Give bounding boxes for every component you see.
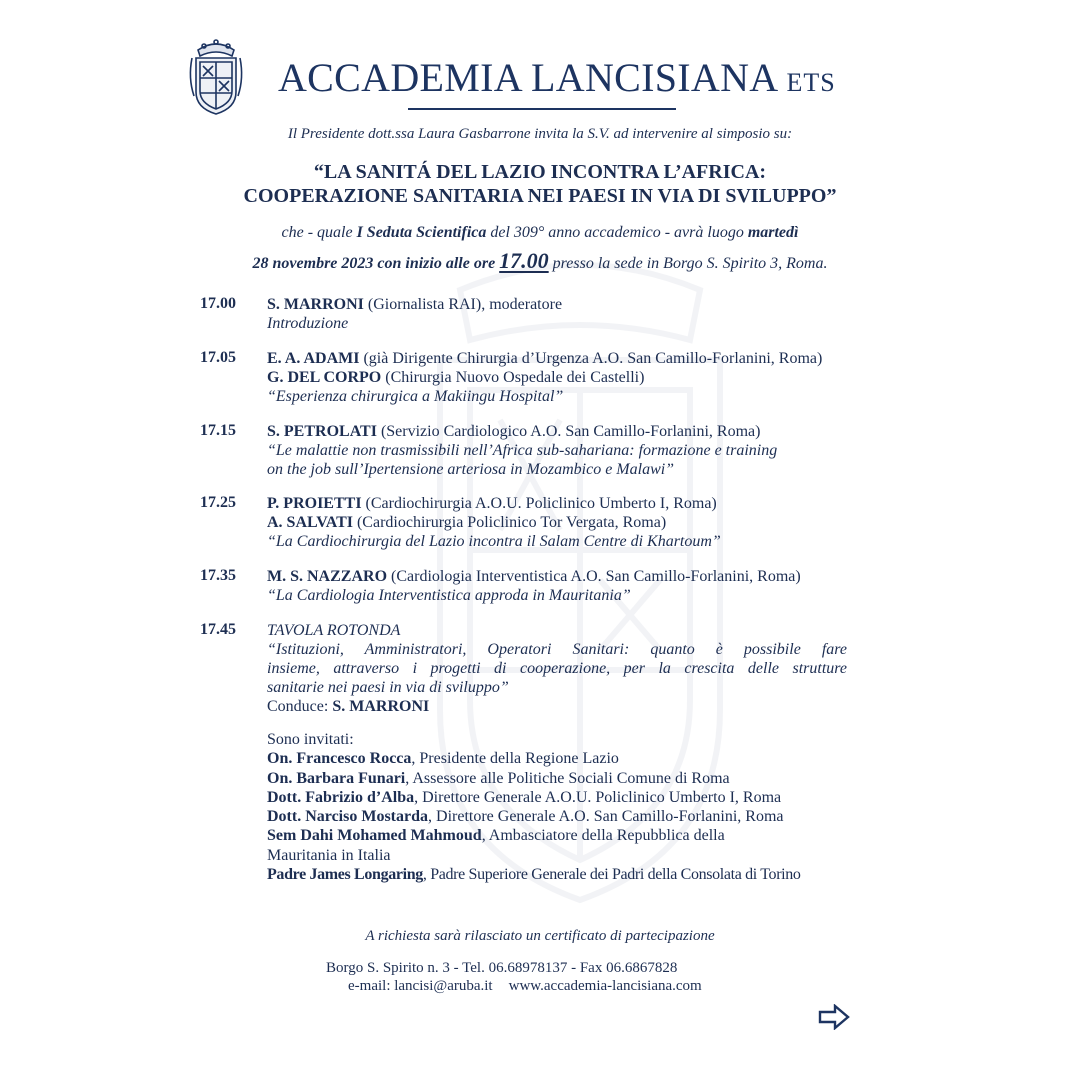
guest-name: Dott. Fabrizio d’Alba: [267, 788, 415, 806]
intro-text-c: del 309° anno accademico - avrà luogo: [486, 224, 748, 241]
talk-title: Introduzione: [267, 315, 349, 332]
intro-text-a: che - quale: [281, 224, 357, 241]
guest-role: , Ambasciatore della Repubblica della: [481, 827, 725, 845]
guest-item: [267, 749, 867, 768]
schedule-speaker-line: [267, 349, 847, 368]
guest-role: , Assessore alle Politiche Sociali Comune di Roma: [405, 769, 730, 787]
speaker-role: (Giornalista RAI), moderatore: [363, 296, 563, 313]
speaker-role: (Cardiochirurgia Policlinico Tor Vergata, Roma): [352, 514, 667, 531]
invitation-text: Il Presidente dott.ssa Laura Gasbarrone invita la S.V. ad intervenire al simposio su:: [287, 126, 793, 142]
speaker-role: (Cardiologia Interventistica A.O. San Camillo-Forlanini, Roma): [387, 568, 801, 585]
schedule-speaker-line: [267, 295, 847, 314]
intro-start-time: 17.00: [499, 248, 549, 273]
intro-date: 28 novembre 2023 con inizio alle ore: [252, 255, 500, 272]
talk-title: “Esperienza chirurgica a Makiingu Hospital”: [267, 388, 564, 405]
guest-name: Sem Dahi Mohamed Mahmoud: [267, 827, 482, 845]
contact-website[interactable]: www.accademia-lancisiana.com: [508, 978, 702, 994]
speaker-name: S. PETROLATI: [267, 423, 377, 440]
arrow-right-icon[interactable]: [818, 1004, 850, 1030]
schedule-item-1: [267, 295, 847, 333]
guest-name: On. Barbara Funari: [267, 769, 406, 787]
round-table-topic-line-1: “Istituzioni, Amministratori, Operatori Sanitari: quanto è possibile fare: [267, 641, 847, 658]
organization-title: ACCADEMIA LANCISIANA: [278, 55, 779, 100]
guest-item: [267, 826, 867, 845]
speaker-role: (Servizio Cardiologico A.O. San Camillo-Forlanini, Roma): [376, 423, 761, 440]
crest-icon: [186, 38, 246, 118]
schedule-time-5: 17.35: [200, 567, 236, 584]
guest-name: Padre James Longaring: [267, 866, 423, 884]
speaker-name: P. PROIETTI: [267, 495, 362, 512]
schedule-item-3: [267, 422, 847, 479]
schedule-item-5: [267, 567, 847, 605]
schedule-speaker-line: [267, 494, 847, 513]
talk-title-line-2: on the job sull’Ipertensione arteriosa in Mozambico e Malawi”: [267, 461, 675, 478]
event-intro-line-1: [0, 224, 1080, 242]
moderator-label: Conduce:: [267, 698, 333, 715]
contact-online: [348, 978, 702, 995]
schedule-time-3: 17.15: [200, 422, 236, 439]
intro-weekday: martedì: [747, 224, 799, 241]
guest-role-continuation: Mauritania in Italia: [267, 846, 391, 864]
speaker-name: S. MARRONI: [267, 296, 364, 313]
schedule-item-4: [267, 494, 847, 551]
organization-name: [278, 54, 836, 101]
event-intro-line-2: [0, 248, 1080, 274]
schedule-speaker-line: [267, 513, 847, 532]
schedule-item-6: [267, 621, 847, 716]
event-title-line-1: “LA SANITÁ DEL LAZIO INCONTRA L’AFRICA:: [313, 161, 767, 183]
speaker-name: E. A. ADAMI: [267, 350, 360, 367]
event-title-line-2: COOPERAZIONE SANITARIA NEI PAESI IN VIA DI SVILUPPO”: [243, 185, 837, 207]
guest-item: [267, 769, 867, 788]
talk-title-line-1: “Le malattie non trasmissibili nell’Africa sub-sahariana: formazione e training: [267, 442, 778, 459]
contact-address: Borgo S. Spirito n. 3 - Tel. 06.68978137 - Fax 06.6867828: [326, 960, 678, 976]
guest-role: , Direttore Generale A.O.U. Policlinico Umberto I, Roma: [414, 788, 782, 806]
speaker-role: (Cardiochirurgia A.O.U. Policlinico Umberto I, Roma): [361, 495, 717, 512]
contact-email[interactable]: e-mail: lancisi@aruba.it: [348, 978, 493, 994]
intro-venue: presso la sede in Borgo S. Spirito 3, Roma.: [548, 255, 828, 272]
talk-title: “La Cardiochirurgia del Lazio incontra il Salam Centre di Khartoum”: [267, 533, 721, 550]
schedule-speaker-line: [267, 422, 847, 441]
guests-intro: Sono invitati:: [267, 731, 354, 748]
header-divider: [408, 108, 676, 110]
guest-item: [267, 788, 867, 807]
speaker-name: M. S. NAZZARO: [267, 568, 388, 585]
speaker-name: G. DEL CORPO: [267, 369, 382, 386]
speaker-role: (già Dirigente Chirurgia d’Urgenza A.O. San Camillo-Forlanini, Roma): [359, 350, 823, 367]
round-table-heading: TAVOLA ROTONDA: [267, 622, 401, 639]
intro-seduta: I Seduta Scientifica: [356, 224, 487, 241]
round-table-topic-line-3: sanitarie nei paesi in via di sviluppo”: [267, 679, 509, 696]
round-table-topic-line-2: insieme, attraverso i progetti di cooperazione, per la crescita delle strutture: [267, 660, 847, 677]
schedule-time-4: 17.25: [200, 494, 236, 511]
guest-name: On. Francesco Rocca: [267, 750, 412, 768]
round-table-moderator: [267, 697, 847, 716]
speaker-name: A. SALVATI: [267, 514, 353, 531]
schedule-time-1: 17.00: [200, 295, 236, 312]
organization-suffix: ETS: [786, 68, 836, 97]
schedule-speaker-line: [267, 368, 847, 387]
guest-role: , Direttore Generale A.O. San Camillo-Forlanini, Roma: [428, 808, 784, 826]
schedule-speaker-line: [267, 567, 847, 586]
guest-role: , Padre Superiore Generale dei Padri della Consolata di Torino: [422, 866, 801, 884]
event-title: [0, 160, 1080, 208]
talk-title: “La Cardiologia Interventistica approda in Mauritania”: [267, 587, 631, 604]
guest-item: [267, 865, 867, 884]
schedule-time-6: 17.45: [200, 621, 236, 638]
speaker-role: (Chirurgia Nuovo Ospedale dei Castelli): [381, 369, 645, 386]
invited-guests: [267, 730, 867, 884]
guest-name: Dott. Narciso Mostarda: [267, 808, 429, 826]
guest-role: , Presidente della Regione Lazio: [411, 750, 619, 768]
guest-item: [267, 807, 867, 826]
certificate-note: A richiesta sarà rilasciato un certificato di partecipazione: [365, 928, 715, 944]
moderator-name: S. MARRONI: [332, 698, 430, 715]
schedule-time-2: 17.05: [200, 349, 236, 366]
schedule-item-2: [267, 349, 847, 406]
